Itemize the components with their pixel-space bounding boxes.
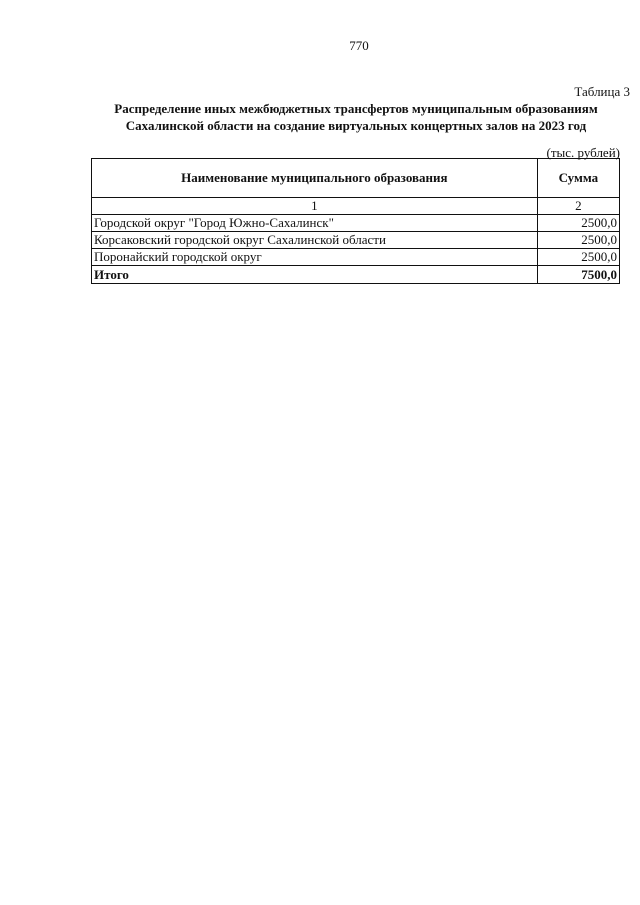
total-sum: 7500,0 (537, 266, 619, 284)
row-name: Корсаковский городской округ Сахалинской области (92, 232, 538, 249)
total-label: Итого (92, 266, 538, 284)
header-sum: Сумма (537, 159, 619, 198)
table-row (92, 215, 620, 232)
header-name: Наименование муниципального образования (92, 159, 538, 198)
row-sum: 2500,0 (537, 249, 619, 266)
table-header-row (92, 159, 620, 198)
row-name: Городской округ "Город Южно-Сахалинск" (92, 215, 538, 232)
document-title (92, 100, 620, 134)
column-number-1: 1 (92, 198, 538, 215)
total-row (92, 266, 620, 284)
table-row (92, 249, 620, 266)
units-label: (тыс. рублей) (546, 145, 620, 160)
row-sum: 2500,0 (537, 232, 619, 249)
table-row (92, 232, 620, 249)
column-number-2: 2 (537, 198, 619, 215)
row-sum: 2500,0 (537, 215, 619, 232)
page-number: 770 (349, 38, 369, 53)
title-line-2: Сахалинской области на создание виртуальных концертных залов на 2023 год (125, 118, 587, 133)
column-number-row (92, 198, 620, 215)
distribution-table (91, 158, 620, 284)
title-line-1: Распределение иных межбюджетных трансфертов муниципальным образованиям (114, 101, 598, 116)
table-label: Таблица 3 (574, 84, 630, 99)
row-name: Поронайский городской округ (92, 249, 538, 266)
